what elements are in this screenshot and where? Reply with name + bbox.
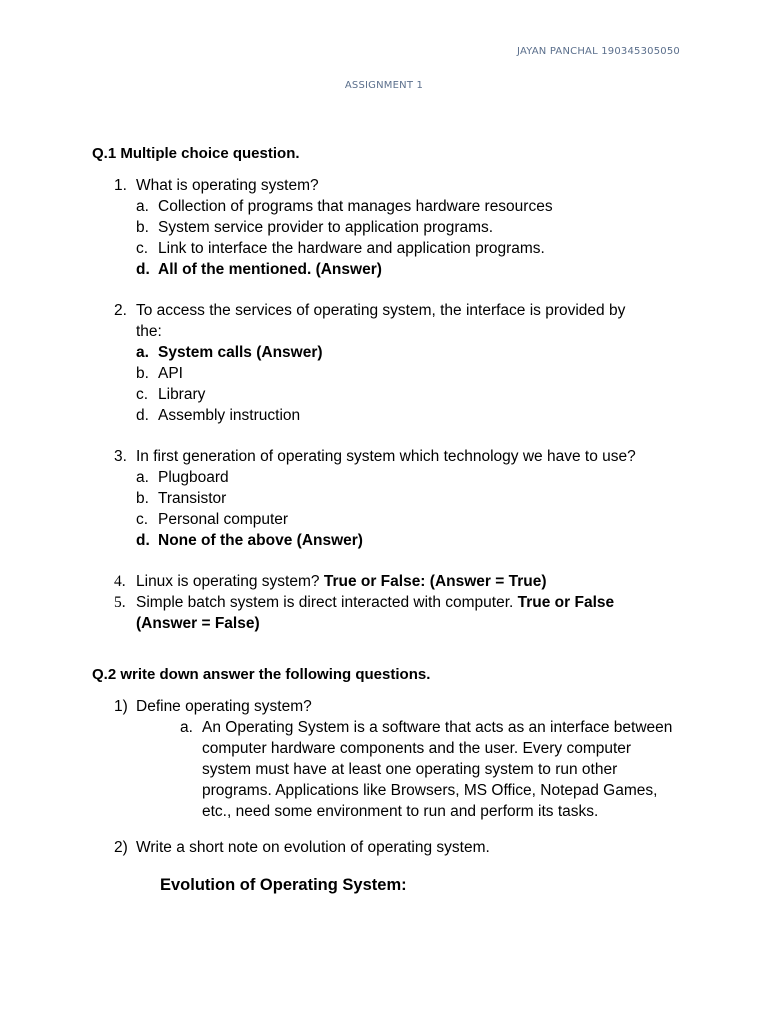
question-answer: True or False: (Answer = True) [323,573,547,590]
question-5 [114,592,684,634]
option-b: b. API [136,365,183,382]
question-text: To access the services of operating system, the interface is provided by [136,302,626,319]
option-c: c. Library [136,386,206,403]
question-1 [114,175,684,280]
question-number: 1. [114,177,127,194]
option-d: d. Assembly instruction [136,407,301,424]
question-2 [114,300,684,426]
section1-heading: Q.1 Multiple choice question. [92,145,300,162]
option-b: b. System service provider to application programs. [136,219,494,236]
option-b: b. Transistor [136,490,227,507]
question-number: 2. [114,302,127,319]
question-text: Define operating system? [136,698,312,715]
question-answer: (Answer = False) [136,615,260,632]
option-c: c. Link to interface the hardware and application programs. [136,240,545,257]
question-number: 2) [114,839,128,856]
evolution-subheading: Evolution of Operating System: [160,876,407,894]
option-a: a. Plugboard [136,469,229,486]
question-text: Write a short note on evolution of operating system. [136,839,490,856]
header-title: ASSIGNMENT 1 [344,80,424,91]
question-number: 4. [114,573,126,590]
answer-line: An Operating System is a software that acts as an interface between [202,719,673,736]
section2-question-1 [114,696,684,822]
question-number: 5. [114,594,126,611]
header-author: JAYAN PANCHAL 190345305050 [516,46,680,57]
option-d-answer: d. None of the above (Answer) [136,532,363,549]
answer-block [114,717,684,822]
option-a-answer: a. System calls (Answer) [136,344,323,361]
answer-line: computer hardware components and the user. Every computer [202,740,632,757]
question-4 [114,571,684,592]
question-text: Simple batch system is direct interacted with computer. [136,594,514,611]
answer-letter: a. [180,719,193,736]
answer-line: etc., need some environment to run and perform its tasks. [202,803,599,820]
section2-question-2 [114,837,684,858]
answer-line: system must have at least one operating system to run other [202,761,618,778]
question-text: What is operating system? [136,177,319,194]
question-text-continued: the: [136,323,162,340]
answer-line: programs. Applications like Browsers, MS Office, Notepad Games, [202,782,658,799]
question-text: Linux is operating system? [136,573,320,590]
option-d-answer: d. All of the mentioned. (Answer) [136,261,382,278]
question-number: 3. [114,448,127,465]
question-text: In first generation of operating system which technology we have to use? [136,448,636,465]
option-a: a. Collection of programs that manages hardware resources [136,198,553,215]
section2-heading: Q.2 write down answer the following questions. [92,666,431,683]
question-number: 1) [114,698,128,715]
question-choice: True or False [517,594,615,611]
option-c: c. Personal computer [136,511,289,528]
question-3 [114,446,684,551]
